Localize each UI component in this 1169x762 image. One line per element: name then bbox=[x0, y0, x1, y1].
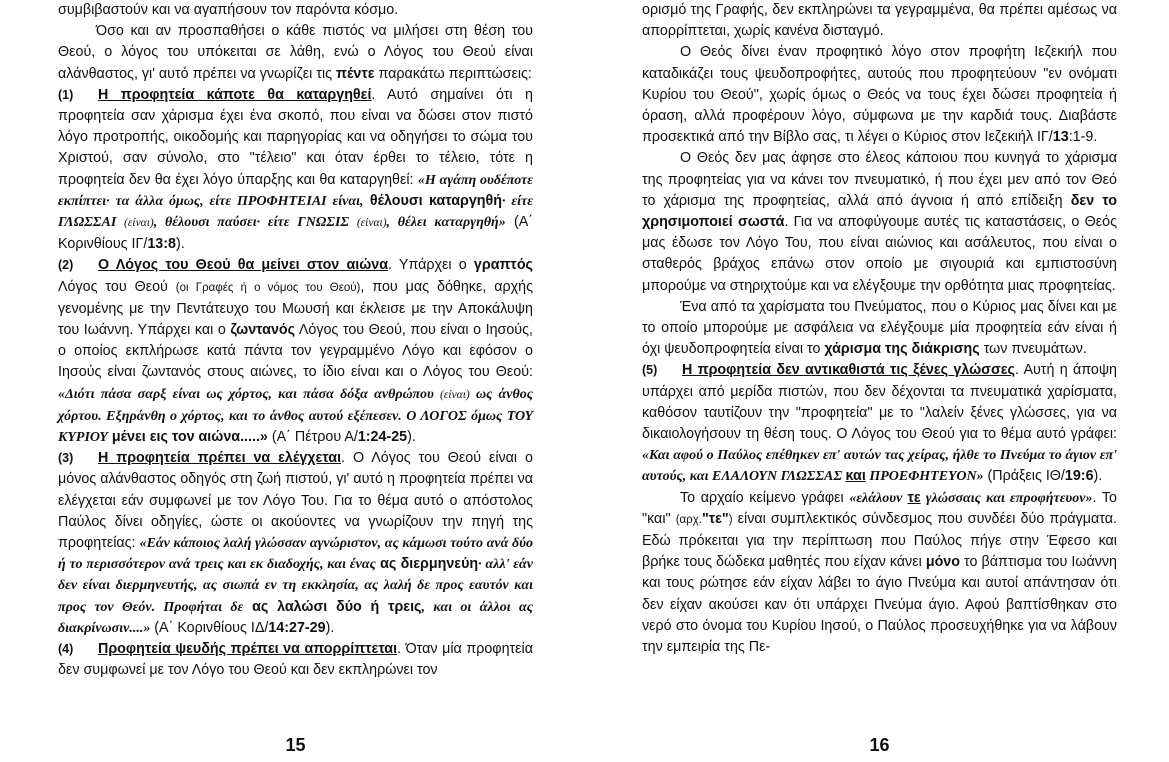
parenthetical-note: (αρχ. bbox=[675, 513, 702, 526]
intro-text-end: παρακάτω περιπτώσεις: bbox=[374, 65, 532, 82]
scripture-reference: (Α΄ Κορινθίους ΙΓ/ bbox=[58, 214, 534, 253]
scripture-quote: «Διότι πάσα σαρξ είναι ως χόρτος, και πάσα δόξα ανθρώπου bbox=[58, 386, 441, 402]
section-1 bbox=[58, 85, 533, 256]
section-text: . Όταν μία προφητεία δεν συμφωνεί με τον Λόγο του Θεού και δεν εκπληρώνει τον bbox=[58, 641, 533, 679]
section-4 bbox=[58, 639, 533, 681]
ezekiel-paragraph bbox=[642, 42, 1117, 148]
discernment-paragraph bbox=[642, 297, 1117, 361]
paragraph-text: Ο Θεός δίνει έναν προφητικό λόγο στον προφήτη Ιεζεκιήλ που καταδικάζει τους ψευδοπροφήτες, αυτούς που προφητεύουν "εν ονόματι Κυρίου του Θεού", χωρίς όμως ο Θεός να τους έχει δώσει προφητεία ή όραση, αλλά προφέρουν λόγο, σύμφωνα με την καρδιά τους. Διαβάστε προσεκτικά από την Βίβλο σας, τι λέγει ο Κύριος στον Ιεζεκιήλ ΙΓ/ bbox=[642, 44, 1117, 146]
scripture-quote: ΠΡΟΕΦΗΤΕΥΟΝ» bbox=[865, 469, 984, 485]
scripture-quote: , θέλουσι παύσει· είτε ΓΝΩΣΙΣ bbox=[153, 215, 357, 231]
page-number: 15 bbox=[285, 734, 306, 755]
left-page bbox=[58, 0, 533, 762]
section-5 bbox=[642, 360, 1117, 487]
reference-verse: 19:6 bbox=[1064, 468, 1094, 485]
paragraph-text: Ο Θεός δεν μας άφησε στο έλεος κάποιου που κυνηγά το χάρισμα της προφητείας για να κάνει τον πνευματικό, ή που έχει μεν από τον Θεό το χάρισμα της προφητείας, αλλά από άγνοια ή από επίδειξη bbox=[642, 150, 1117, 209]
section-text: , που μας δόθηκε, αρχής γενομένης με την Πεντάτευχο του Μωυσή και έκλεισε με την Αποκάλυψη του Ιωάννη. Υπάρχει και ο bbox=[58, 278, 533, 339]
quote-bold: ας λαλώσι δύο ή τρεις bbox=[243, 598, 422, 615]
mercy-paragraph bbox=[642, 148, 1117, 296]
section-2 bbox=[58, 255, 533, 448]
scripture-reference: (Πράξεις ΙΘ/ bbox=[983, 468, 1065, 485]
section-heading: Η προφητεία πρέπει να ελέγχεται bbox=[98, 450, 342, 467]
paragraph-bold: δεν το χρησιμοποιεί σωστά bbox=[642, 192, 1117, 231]
section-text: . Αυτή η άποψη υπάρχει από μερίδα πιστών, που δεν δέχονται τα πνευματικά χαρίσματα, καθόσον ταυτίζουν την "προφητεία" με το "λαλείν ξένες γλώσσες, για να δικαιολογήσουν τη θέση τους. Ο Λόγος του Θεού για το θέμα αυτό γράφει: bbox=[642, 362, 1117, 443]
right-page bbox=[642, 0, 1117, 762]
scripture-quote: · είτε ΓΛΩΣΣΑΙ bbox=[58, 193, 533, 231]
intro-paragraph bbox=[58, 21, 533, 85]
section-3 bbox=[58, 448, 533, 639]
left-continuation-paragraph: συμβιβαστούν και να αγαπήσουν τον παρόντα κόσμο. bbox=[58, 2, 399, 18]
reference-verse: 1:24-25 bbox=[357, 429, 408, 446]
ancient-text-paragraph bbox=[642, 488, 1117, 659]
paragraph-text: Το αρχαίο κείμενο γράφει bbox=[680, 489, 850, 506]
parenthetical-note: ) bbox=[728, 513, 733, 526]
scripture-quote: «Και αφού ο Παύλος επέθηκεν επ' αυτών τας χείρας, ήλθε το Πνεύμα το άγιον επ' αυτούς, και ΕΛΑΛΟΥΝ ΓΛΩΣΣΑΣ bbox=[642, 448, 1117, 485]
section-number: (1) bbox=[58, 87, 74, 102]
intro-bold: πέντε bbox=[336, 65, 375, 82]
section-text: . Αυτό σημαίνει ότι η προφητεία σαν χάρισμα έχει ένα σκοπό, που είναι να δώσει στον πιστό λόγο προτροπής, οικοδομής και παρηγορίας και να οδηγήσει το σώμα του Χριστού, σαν σύνολο, στο "τέλειο" και όταν έρθει το τέλειο, τότε η προφητεία δεν θα έχει λόγο ύπαρξης και θα καταργηθεί: bbox=[58, 86, 533, 188]
scripture-quote: γλώσσαις και επροφήτευον» bbox=[920, 490, 1093, 506]
intro-text: Όσο και αν προσπαθήσει ο κάθε πιστός να μιλήσει στη θέση του Θεού, ο λόγος του υπόκειται σε λάθη, ενώ ο Λόγος του Θεού είναι αλάνθαστος, γι' αυτό πρέπει να γνωρίζει τις bbox=[58, 23, 533, 82]
paragraph-bold: "τε" bbox=[701, 510, 729, 527]
scripture-quote: , θέλει καταργηθή» bbox=[386, 215, 506, 231]
section-text: Λόγος του Θεού, που είναι ο Ιησούς, ο οποίος εκπλήρωσε κατά πάντα τον γεγραμμένο Λόγο και εφόσον ο Ιησούς είναι ζωντανός στους αιώνες, το ίδιο είναι και ο Λόγος του Θεού: bbox=[58, 322, 533, 381]
paragraph-text: των πνευμάτων. bbox=[979, 341, 1087, 358]
section-text: . Υπάρχει ο bbox=[388, 257, 474, 274]
scripture-reference: (Α΄ Κορινθίους ΙΔ/ bbox=[150, 619, 269, 636]
section-number: (2) bbox=[58, 258, 74, 273]
section-heading: Ο Λόγος του Θεού θα μείνει στον αιώνα bbox=[98, 257, 389, 274]
section-heading: Η προφητεία κάποτε θα καταργηθεί bbox=[98, 86, 372, 103]
quote-bold: ας διερμηνεύη bbox=[375, 556, 479, 573]
right-continuation-paragraph: ορισμό της Γραφής, δεν εκπληρώνει τα γεγραμμένα, θα πρέπει αμέσως να απορρίπτεται, χωρίς κανένα δισταγμό. bbox=[642, 2, 1117, 40]
quote-insert: (είναι) bbox=[440, 388, 470, 401]
reference-verse: 13:8 bbox=[147, 236, 176, 253]
section-number: (4) bbox=[58, 642, 74, 657]
scripture-reference: (Α΄ Πέτρου Α/ bbox=[267, 429, 358, 446]
paragraph-text: . Για να αποφύγουμε αυτές τις καταστάσεις, ο Θεός μας έδωσε τον Λόγο Του, που είναι αιώνιος και ασάλευτος, που είναι ο σταθερός βράχος επάνω στον οποίο με σιγουριά και εμπιστοσύνη μπορούμε να στηριχτούμε και να ελέγξουμε την ορθότητα μιας προφητείας. bbox=[642, 214, 1117, 294]
paragraph-bold: μόνο bbox=[925, 554, 960, 571]
reference-end: ). bbox=[407, 429, 416, 446]
section-heading: Προφητεία ψευδής πρέπει να απορρίπτεται bbox=[98, 641, 398, 658]
quote-bold: θέλουσι καταργηθή bbox=[363, 192, 503, 209]
section-number: (5) bbox=[642, 363, 658, 378]
reference-end: ). bbox=[325, 619, 335, 636]
reference-end: ). bbox=[175, 236, 185, 253]
quote-bold: και bbox=[845, 468, 866, 485]
quote-bold: μένει εις τον αιώνα.....» bbox=[107, 429, 268, 446]
parenthetical-note: (οι Γραφές ή ο νόμος του Θεού) bbox=[175, 281, 361, 294]
paragraph-bold: χάρισμα της διάκρισης bbox=[824, 341, 980, 358]
reference-end: ). bbox=[1093, 468, 1103, 485]
quote-insert: (είναι) bbox=[124, 217, 154, 230]
section-text: Λόγος του Θεού bbox=[58, 278, 176, 295]
section-heading: Η προφητεία δεν αντικαθιστά τις ξένες γλώσσες bbox=[682, 362, 1015, 379]
section-number: (3) bbox=[58, 451, 74, 466]
page-number: 16 bbox=[869, 734, 890, 755]
section-text: . Ο Λόγος του Θεού είναι ο μόνος αλάνθαστος οδηγός στη ζωή πιστού, γι' αυτό η προφητεία πρέπει να ελέγχεται εάν συμφωνεί με τον Λόγο Του. Για το θέμα αυτό ο απόστολος Παύλος δίνει οδηγίες, ώστε οι ακούοντες να γνωρίζουν την πηγή της προφητείας: bbox=[58, 450, 533, 552]
scripture-quote: · αλλ' εάν δεν είναι διερμηνευτής, ας σιωπά εν τη εκκλησία, ας λαλή δε προς εαυτόν και προς τον Θεόν. Προφήται δε bbox=[58, 557, 533, 615]
reference-verse: 14:27-29 bbox=[268, 619, 326, 636]
section-bold: γραπτός bbox=[473, 257, 533, 274]
paragraph-text: το βάπτισμα του Ιωάννη και τους ρώτησε εάν είχαν λάβει το άγιο Πνεύμα και αυτοί απάντησαν ότι δεν είχαν ακούσει καν ότι υπάρχει Πνεύμα άγιο. Αφού βαπτίσθηκαν στο νερό στο όνομα του Κυρίου Ιησού, ο Παύλος προσευχήθηκε για να λάβουν την εμπειρία της Πε- bbox=[642, 554, 1118, 656]
scripture-quote: «ελάλουν bbox=[849, 490, 908, 506]
scripture-quote: «Η αγάπη ουδέποτε εκπίπτει· τα άλλα όμως, είτε ΠΡΟΦΗΤΕΙΑΙ είναι, bbox=[58, 172, 533, 209]
quote-bold: τε bbox=[907, 489, 921, 506]
paragraph-text: . Το "και" bbox=[642, 489, 1117, 527]
paragraph-bold: 13 bbox=[1052, 129, 1069, 146]
paragraph-text: :1-9. bbox=[1068, 129, 1098, 146]
scripture-quote: , και οι άλλοι ας διακρίνωσιν....» bbox=[58, 599, 533, 636]
section-bold: ζωντανός bbox=[230, 322, 296, 339]
scripture-quote: ως άνθος χόρτου. Εξηράνθη ο χόρτος, και το άνθος αυτού εξέπεσεν. Ο ΛΟΓΟΣ όμως ΤΟΥ ΚΥΡΙΟΥ bbox=[58, 386, 533, 446]
scripture-quote: «Εάν κάποιος λαλή γλώσσαν αγνώριστον, ας κάμωσι τούτο ανά δύο ή το περισσότερον ανά τρεις και εκ διαδοχής, και ένας bbox=[58, 536, 533, 573]
paragraph-text: είναι συμπλεκτικός σύνδεσμος που συνδέει δύο πράγματα. Εδώ πρόκειται για την περίπτωση που Παύλος πήγε στην Έφεσο και βρήκε τους δώδεκα μαθητές που είχαν κάνει bbox=[642, 510, 1117, 571]
paragraph-text: Ένα από τα χαρίσματα του Πνεύματος, που ο Κύριος μας δίνει και με το οποίο μπορούμε με ασφάλεια να ελέγξουμε μία προφητεία εάν είναι ή όχι ψευδοπροφητεία είναι το bbox=[642, 298, 1117, 358]
quote-insert: (είναι) bbox=[356, 217, 387, 230]
